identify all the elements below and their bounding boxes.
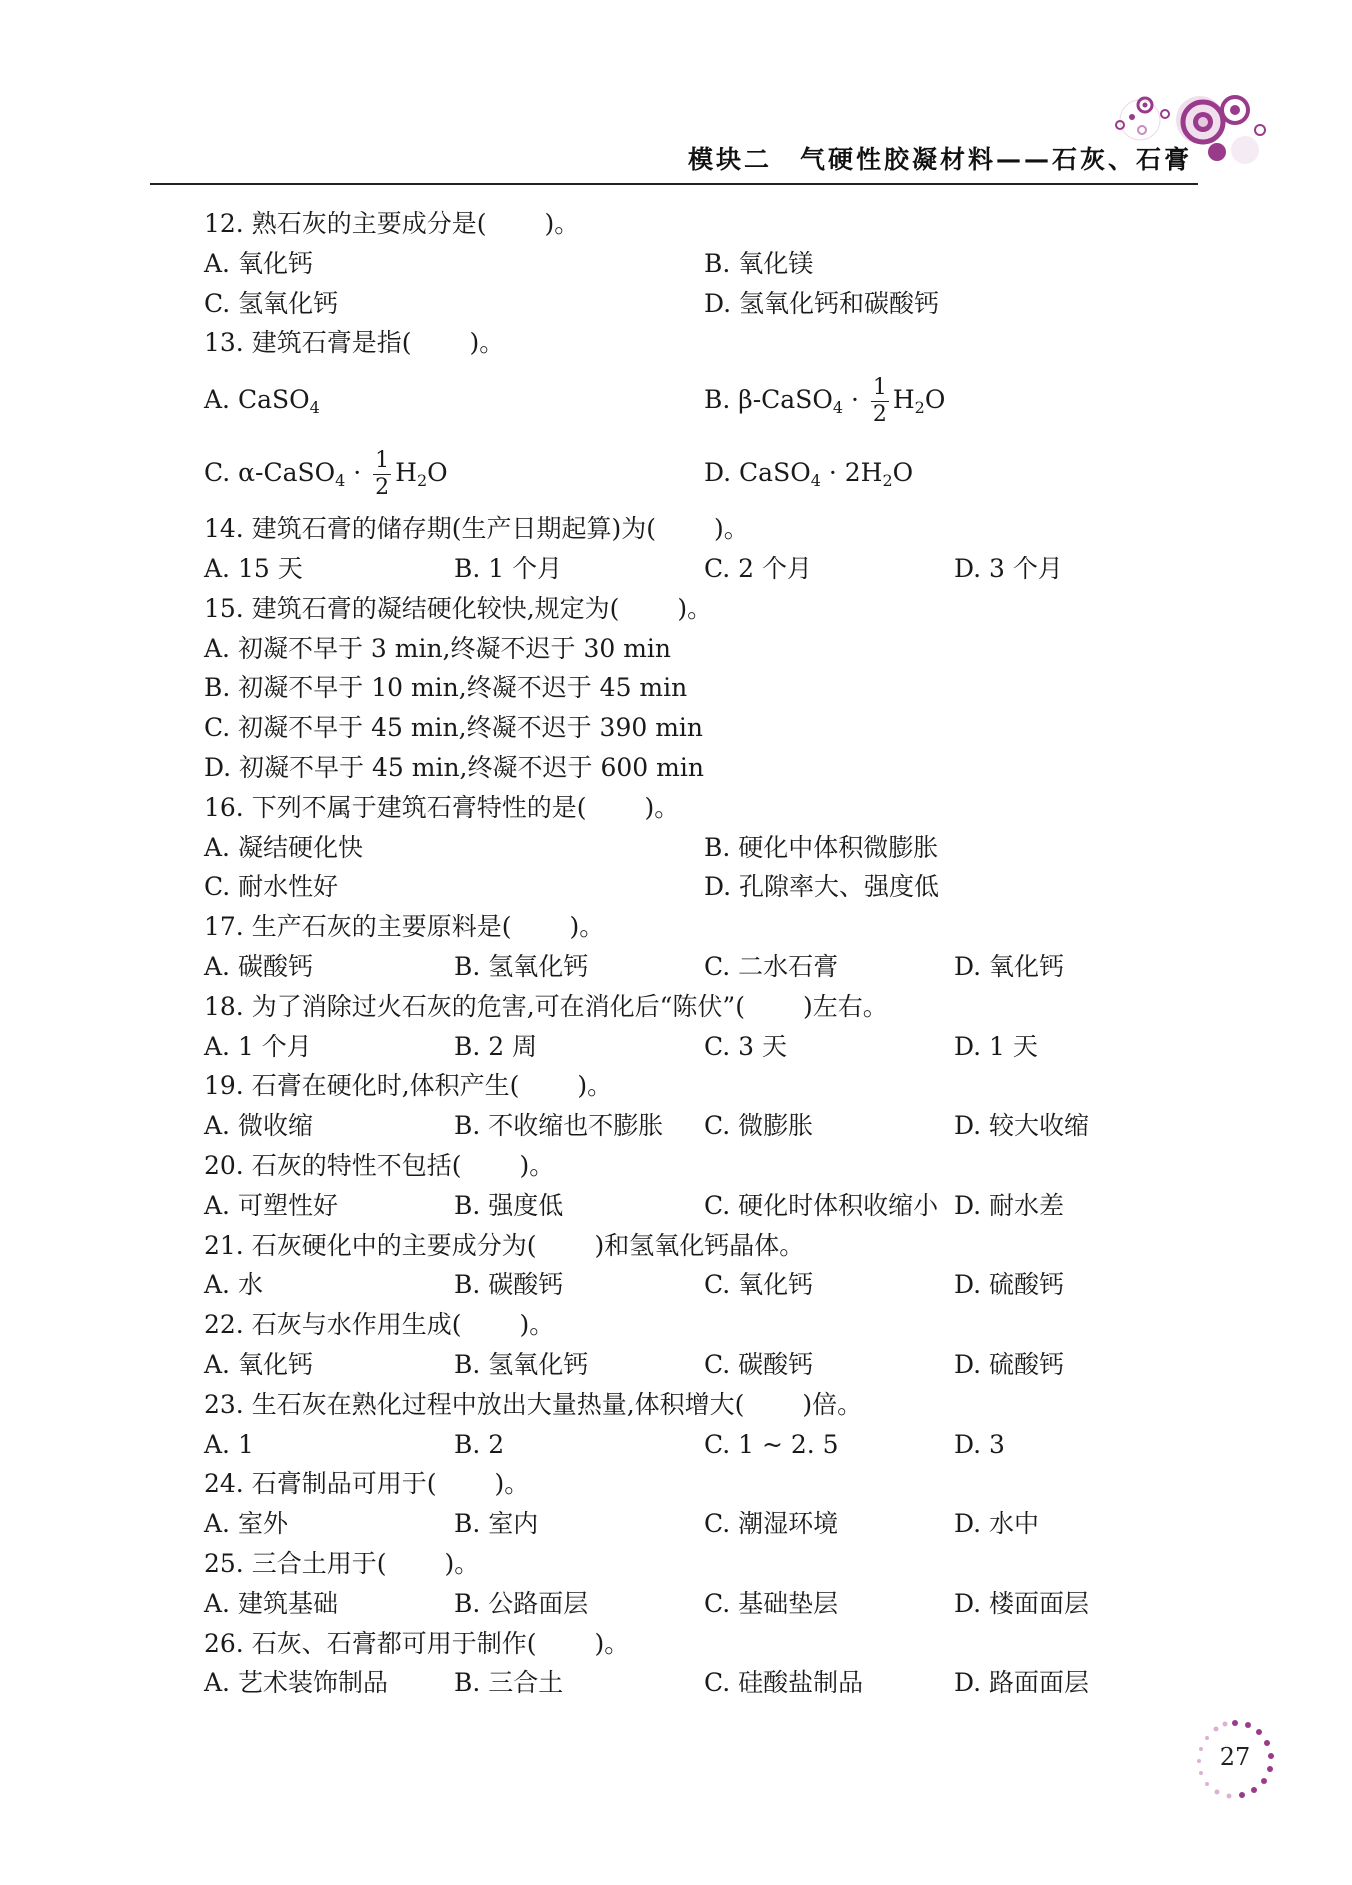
option-d: D. 楼面面层 [954, 1588, 1090, 1618]
option-b: B. 氢氧化钙 [454, 1349, 589, 1379]
options-row [204, 1504, 1204, 1544]
option-b: B. 室内 [454, 1509, 539, 1539]
option-c: C. 氢氧化钙 [204, 288, 339, 318]
option-c: C. 氧化钙 [704, 1270, 814, 1300]
question-list [204, 204, 1204, 1703]
options-row [204, 1425, 1204, 1465]
question-21: 21. 石灰硬化中的主要成分为( )和氢氧化钙晶体。 [204, 1230, 805, 1260]
option-a: A. 碳酸钙 [204, 951, 313, 981]
options-row [204, 947, 1204, 987]
option-d: D. 3 [954, 1429, 1005, 1459]
option-a: A. 建筑基础 [204, 1588, 338, 1618]
option-d: D. 硫酸钙 [954, 1349, 1065, 1379]
option-c: C. 微膨胀 [704, 1111, 814, 1141]
question-15: 15. 建筑石膏的凝结硬化较快,规定为( )。 [204, 593, 713, 623]
option-d: D. CaSO$_4$ · $2H_2O$ [704, 458, 914, 491]
option-a: A. 1 个月 [204, 1031, 312, 1061]
option-c: C. 碳酸钙 [704, 1349, 814, 1379]
option-d: D. 较大收缩 [954, 1111, 1090, 1141]
option-a: A. 氧化钙 [204, 248, 313, 278]
options-row [204, 284, 1204, 324]
option-b: B. 三合土 [454, 1668, 564, 1698]
question-12: 12. 熟石灰的主要成分是( )。 [204, 209, 580, 238]
question-17: 17. 生产石灰的主要原料是( )。 [204, 912, 605, 942]
option-b: B. 2 周 [454, 1031, 538, 1061]
option-c: C. 基础垫层 [704, 1588, 839, 1618]
options-row [204, 1663, 1204, 1703]
option-b: B. 强度低 [454, 1190, 564, 1220]
fraction: $\frac{1}{2}$ [375, 448, 390, 501]
options-row [204, 1106, 1204, 1146]
option-a: A. 微收缩 [204, 1111, 313, 1141]
header-rule [150, 183, 1198, 185]
option-b: B. 1 个月 [454, 553, 563, 583]
option-a: A. 艺术装饰制品 [204, 1668, 388, 1698]
options-row [204, 1265, 1204, 1305]
option-c: C. 二水石膏 [704, 951, 839, 981]
option-c: C. α-CaSO$_4$ · $\frac{1}{2}$ $H_2O$ [204, 448, 448, 501]
option-a: A. 水 [204, 1270, 263, 1300]
option-d: D. 硫酸钙 [954, 1270, 1065, 1300]
options-row [204, 436, 1204, 509]
option-d: D. 氧化钙 [954, 951, 1065, 981]
option-a: A. 氧化钙 [204, 1349, 313, 1379]
option-c: C. 耐水性好 [204, 872, 339, 902]
options-row [204, 867, 1204, 907]
question-24: 24. 石膏制品可用于( )。 [204, 1469, 530, 1499]
option-a: A. 初凝不早于 3 min,终凝不迟于 30 min [204, 633, 672, 663]
options-row [204, 1345, 1204, 1385]
option-c: C. 1 ~ 2. 5 [704, 1429, 839, 1459]
option-a: A. 可塑性好 [204, 1190, 338, 1220]
option-d: D. 路面面层 [954, 1668, 1090, 1698]
question-16: 16. 下列不属于建筑石膏特性的是( )。 [204, 792, 680, 822]
option-c: C. 硬化时体积收缩小 [704, 1190, 939, 1220]
option-d: D. 耐水差 [954, 1190, 1065, 1220]
options-row [204, 1584, 1204, 1624]
option-d: D. 孔隙率大、强度低 [704, 872, 940, 902]
option-c: C. 硅酸盐制品 [704, 1668, 864, 1698]
question-19: 19. 石膏在硬化时,体积产生( )。 [204, 1071, 613, 1101]
option-d: D. 水中 [954, 1509, 1040, 1539]
question-20: 20. 石灰的特性不包括( )。 [204, 1150, 555, 1180]
option-d: D. 氢氧化钙和碳酸钙 [704, 288, 940, 318]
header-title: 模块二 气硬性胶凝材料——石灰、石膏 [687, 145, 1192, 174]
fraction: $\frac{1}{2}$ [872, 375, 887, 428]
question-18: 18. 为了消除过火石灰的危害,可在消化后“陈伏”( )左右。 [204, 991, 888, 1021]
option-a: A. 1 [204, 1429, 254, 1459]
option-b: B. 2 [454, 1429, 505, 1459]
question-22: 22. 石灰与水作用生成( )。 [204, 1310, 555, 1340]
option-c: C. 2 个月 [704, 553, 812, 583]
option-b: B. 氢氧化钙 [454, 951, 589, 981]
option-b: B. 公路面层 [454, 1588, 589, 1618]
option-b: B. 不收缩也不膨胀 [454, 1111, 664, 1141]
options-row [204, 244, 1204, 284]
question-13: 13. 建筑石膏是指( )。 [204, 328, 505, 358]
page-number: 27 [1219, 1743, 1251, 1771]
option-b: B. 初凝不早于 10 min,终凝不迟于 45 min [204, 673, 688, 703]
options-row [204, 549, 1204, 589]
option-b: B. 碳酸钙 [454, 1270, 564, 1300]
option-b: B. 氧化镁 [704, 248, 814, 278]
option-c: C. 潮湿环境 [704, 1509, 839, 1539]
option-b: B. 硬化中体积微膨胀 [704, 832, 939, 862]
option-c: C. 初凝不早于 45 min,终凝不迟于 390 min [204, 713, 703, 743]
option-a: A. CaSO$_4$ [204, 385, 320, 418]
option-d: D. 3 个月 [954, 553, 1063, 583]
option-b: B. β-CaSO$_4$ · $\frac{1}{2}$ $H_2O$ [704, 375, 946, 428]
option-a: A. 凝结硬化快 [204, 832, 363, 862]
question-14: 14. 建筑石膏的储存期(生产日期起算)为( )。 [204, 514, 749, 544]
options-row [204, 1186, 1204, 1226]
option-a: A. 15 天 [204, 553, 303, 583]
option-d: D. 初凝不早于 45 min,终凝不迟于 600 min [204, 752, 704, 782]
option-a: A. 室外 [204, 1509, 288, 1539]
options-row [204, 1027, 1204, 1067]
options-row [204, 363, 1204, 436]
question-25: 25. 三合土用于( )。 [204, 1548, 480, 1578]
question-26: 26. 石灰、石膏都可用于制作( )。 [204, 1628, 630, 1658]
option-c: C. 3 天 [704, 1031, 787, 1061]
options-row [204, 828, 1204, 868]
question-23: 23. 生石灰在熟化过程中放出大量热量,体积增大( )倍。 [204, 1389, 863, 1419]
option-d: D. 1 天 [954, 1031, 1038, 1061]
